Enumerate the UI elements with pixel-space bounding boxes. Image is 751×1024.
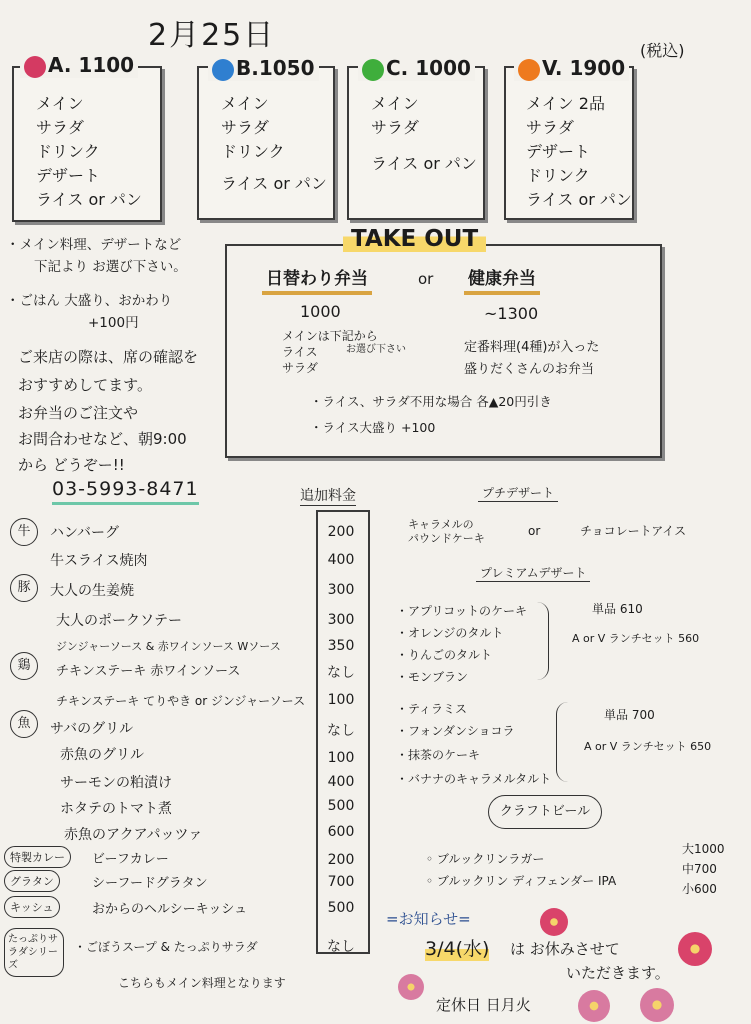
menu-item: ビーフカレー: [92, 852, 169, 867]
menu-item: 大人のポークソテー: [56, 613, 182, 629]
set-item: サラダ: [221, 118, 269, 137]
menu-item: 赤魚のアクアパッツァ: [64, 827, 203, 843]
takeout-desc: ライス: [282, 345, 318, 359]
phone-number[interactable]: 03-5993-8471: [52, 478, 199, 505]
menu-item: チキンステーキ てりやき or ジンジャーソース: [56, 694, 306, 708]
notice-line: は お休みさせて: [510, 940, 620, 958]
beer-size: 中700: [682, 862, 717, 876]
notice-line: いただきます。: [566, 964, 670, 982]
menu-item: サバのグリル: [50, 721, 134, 737]
set-c-title: C. 1000: [358, 56, 475, 81]
set-item: ドリンク: [221, 142, 285, 161]
menu-item: シーフードグラタン: [92, 876, 208, 891]
flower-icon: [678, 932, 712, 966]
category-chicken: 鶏: [10, 652, 38, 680]
set-item: サラダ: [371, 118, 419, 137]
flower-icon: [578, 990, 610, 1022]
takeout-desc: メインは下記から: [282, 329, 378, 343]
set-item: ドリンク: [36, 142, 100, 161]
menu-item: サーモンの粕漬け: [60, 775, 172, 791]
menu-item: ホタテのトマト煮: [60, 801, 172, 817]
daily-bento-price: 1000: [300, 302, 341, 321]
menu-item: チキンステーキ 赤ワインソース: [56, 664, 241, 679]
premium-dessert-title: プレミアムデザート: [476, 564, 590, 582]
dessert-item: ・抹茶のケーキ: [396, 748, 481, 762]
notice-title: =お知らせ=: [386, 910, 471, 928]
tax-note: (税込): [640, 41, 685, 60]
color-splash-icon: [212, 59, 234, 81]
note-line: +100円: [88, 315, 139, 331]
extra-price: 200: [327, 852, 355, 868]
extra-price-header: 追加料金: [300, 485, 356, 506]
daily-bento-label: 日替わり弁当: [262, 264, 372, 295]
category-beef: 牛: [10, 518, 38, 546]
closed-date: 3/4(水): [425, 934, 489, 961]
set-item: メイン 2品: [526, 94, 605, 113]
set-c-box: [347, 66, 485, 220]
note-line: おすすめしてます。: [18, 376, 152, 394]
takeout-option: ・ライス、サラダ不用な場合 各▲20円引き: [310, 394, 552, 409]
extra-price: 500: [327, 900, 355, 916]
takeout-title: TAKE OUT: [343, 226, 486, 252]
category-pork: 豚: [10, 574, 38, 602]
craft-beer-title: クラフトビール: [488, 795, 602, 829]
dessert-item: ・アプリコットのケーキ: [396, 604, 528, 618]
color-splash-icon: [362, 59, 384, 81]
menu-item: 牛スライス焼肉: [50, 553, 148, 569]
set-v-box: [504, 66, 634, 220]
set-item: サラダ: [526, 118, 574, 137]
flower-icon: [640, 988, 674, 1022]
extra-price: 100: [327, 692, 355, 708]
extra-price: 400: [327, 774, 355, 790]
set-item: ドリンク: [526, 166, 590, 185]
dessert-item: ・フォンダンショコラ: [396, 724, 515, 738]
dessert-item: ・りんごのタルト: [396, 648, 493, 662]
set-item: ライス or パン: [221, 174, 327, 193]
dessert-item: ・ティラミス: [396, 702, 468, 716]
menu-item-note: こちらもメイン料理となります: [118, 976, 286, 990]
flower-icon: [540, 908, 568, 936]
takeout-desc: サラダ: [282, 361, 318, 375]
dessert-price-set: A or V ランチセット 650: [584, 740, 712, 753]
dessert-item: ・オレンジのタルト: [396, 626, 504, 640]
menu-item: ハンバーグ: [50, 525, 120, 541]
dessert-price-single: 単品 610: [592, 602, 643, 616]
brace: [556, 702, 569, 782]
set-item: ライス or パン: [36, 190, 142, 209]
healthy-bento-label: 健康弁当: [464, 264, 540, 295]
takeout-desc: 盛りだくさんのお弁当: [464, 362, 595, 377]
dessert-item: キャラメルの: [408, 518, 474, 531]
note-line: ・メイン料理、デザートなど: [6, 237, 182, 253]
color-splash-icon: [518, 59, 540, 81]
extra-price: 700: [327, 874, 355, 890]
extra-price: 600: [327, 824, 355, 840]
dessert-item: ・モンブラン: [396, 670, 469, 684]
beer-size: 小600: [682, 882, 717, 896]
brace: [536, 602, 549, 680]
set-item: メイン: [221, 94, 269, 113]
extra-price: 400: [327, 552, 355, 568]
or-label: or: [418, 270, 434, 288]
menu-item: おからのヘルシーキッシュ: [92, 902, 248, 917]
set-a-box: [12, 66, 162, 222]
set-b-title: B.1050: [208, 56, 319, 81]
extra-price: 200: [327, 524, 355, 540]
note-line: ご来店の際は、席の確認を: [18, 348, 199, 366]
set-item: メイン: [36, 94, 84, 113]
set-item: サラダ: [36, 118, 84, 137]
note-line: ・ごはん 大盛り、おかわり: [6, 293, 173, 309]
menu-item: 大人の生姜焼: [50, 583, 134, 599]
note-line: 下記より お選び下さい。: [34, 259, 187, 275]
beer-item: ◦ ブルックリン ディフェンダー IPA: [426, 874, 617, 888]
extra-price: 300: [327, 612, 355, 628]
dessert-or: or: [528, 524, 541, 538]
dessert-price-set: A or V ランチセット 560: [572, 632, 700, 645]
flower-icon: [398, 974, 424, 1000]
extra-price: なし: [327, 723, 355, 739]
dessert-item: ・バナナのキャラメルタルト: [396, 772, 552, 786]
color-splash-icon: [24, 56, 46, 78]
category-gratin: グラタン: [4, 870, 60, 892]
set-item: デザート: [36, 166, 101, 185]
note-line: お弁当のご注文や: [18, 404, 139, 422]
set-item: ライス or パン: [526, 190, 632, 209]
extra-price: なし: [327, 665, 355, 681]
regular-holiday: 定休日 日月火: [436, 996, 531, 1014]
takeout-desc: 定番料理(4種)が入った: [464, 340, 600, 355]
extra-price: なし: [327, 939, 355, 955]
note-line: から どうぞー!!: [18, 456, 125, 474]
set-b-box: [197, 66, 335, 220]
dessert-price-single: 単品 700: [604, 708, 655, 722]
category-curry: 特製カレー: [4, 846, 71, 868]
takeout-desc: お選び下さい: [346, 344, 406, 355]
menu-item: 赤魚のグリル: [60, 747, 144, 763]
extra-price: 100: [327, 750, 355, 766]
set-v-title: V. 1900: [514, 56, 629, 81]
petit-dessert-title: プチデザート: [478, 484, 558, 502]
set-a-title: A. 1100: [20, 53, 138, 78]
healthy-bento-price: ~1300: [484, 304, 539, 323]
takeout-option: ・ライス大盛り +100: [310, 420, 436, 435]
note-line: お問合わせなど、朝9:00: [18, 430, 187, 448]
category-quiche: キッシュ: [4, 896, 60, 918]
menu-item: ・ごぼうスープ & たっぷりサラダ: [74, 940, 258, 954]
beer-size: 大1000: [682, 842, 725, 856]
extra-price: 500: [327, 798, 355, 814]
set-item: デザート: [526, 142, 591, 161]
extra-price: 350: [327, 638, 355, 654]
page-date: 2月25日: [148, 18, 276, 53]
category-fish: 魚: [10, 710, 38, 738]
set-item: ライス or パン: [371, 154, 477, 173]
extra-price: 300: [327, 582, 355, 598]
beer-item: ◦ ブルックリンラガー: [426, 852, 545, 866]
category-salad-series: たっぷりサラダシリーズ: [4, 928, 64, 977]
set-item: メイン: [371, 94, 419, 113]
dessert-item: チョコレートアイス: [580, 524, 687, 538]
menu-item: ジンジャーソース & 赤ワインソース Wソース: [56, 640, 281, 653]
dessert-item: パウンドケーキ: [408, 532, 485, 545]
